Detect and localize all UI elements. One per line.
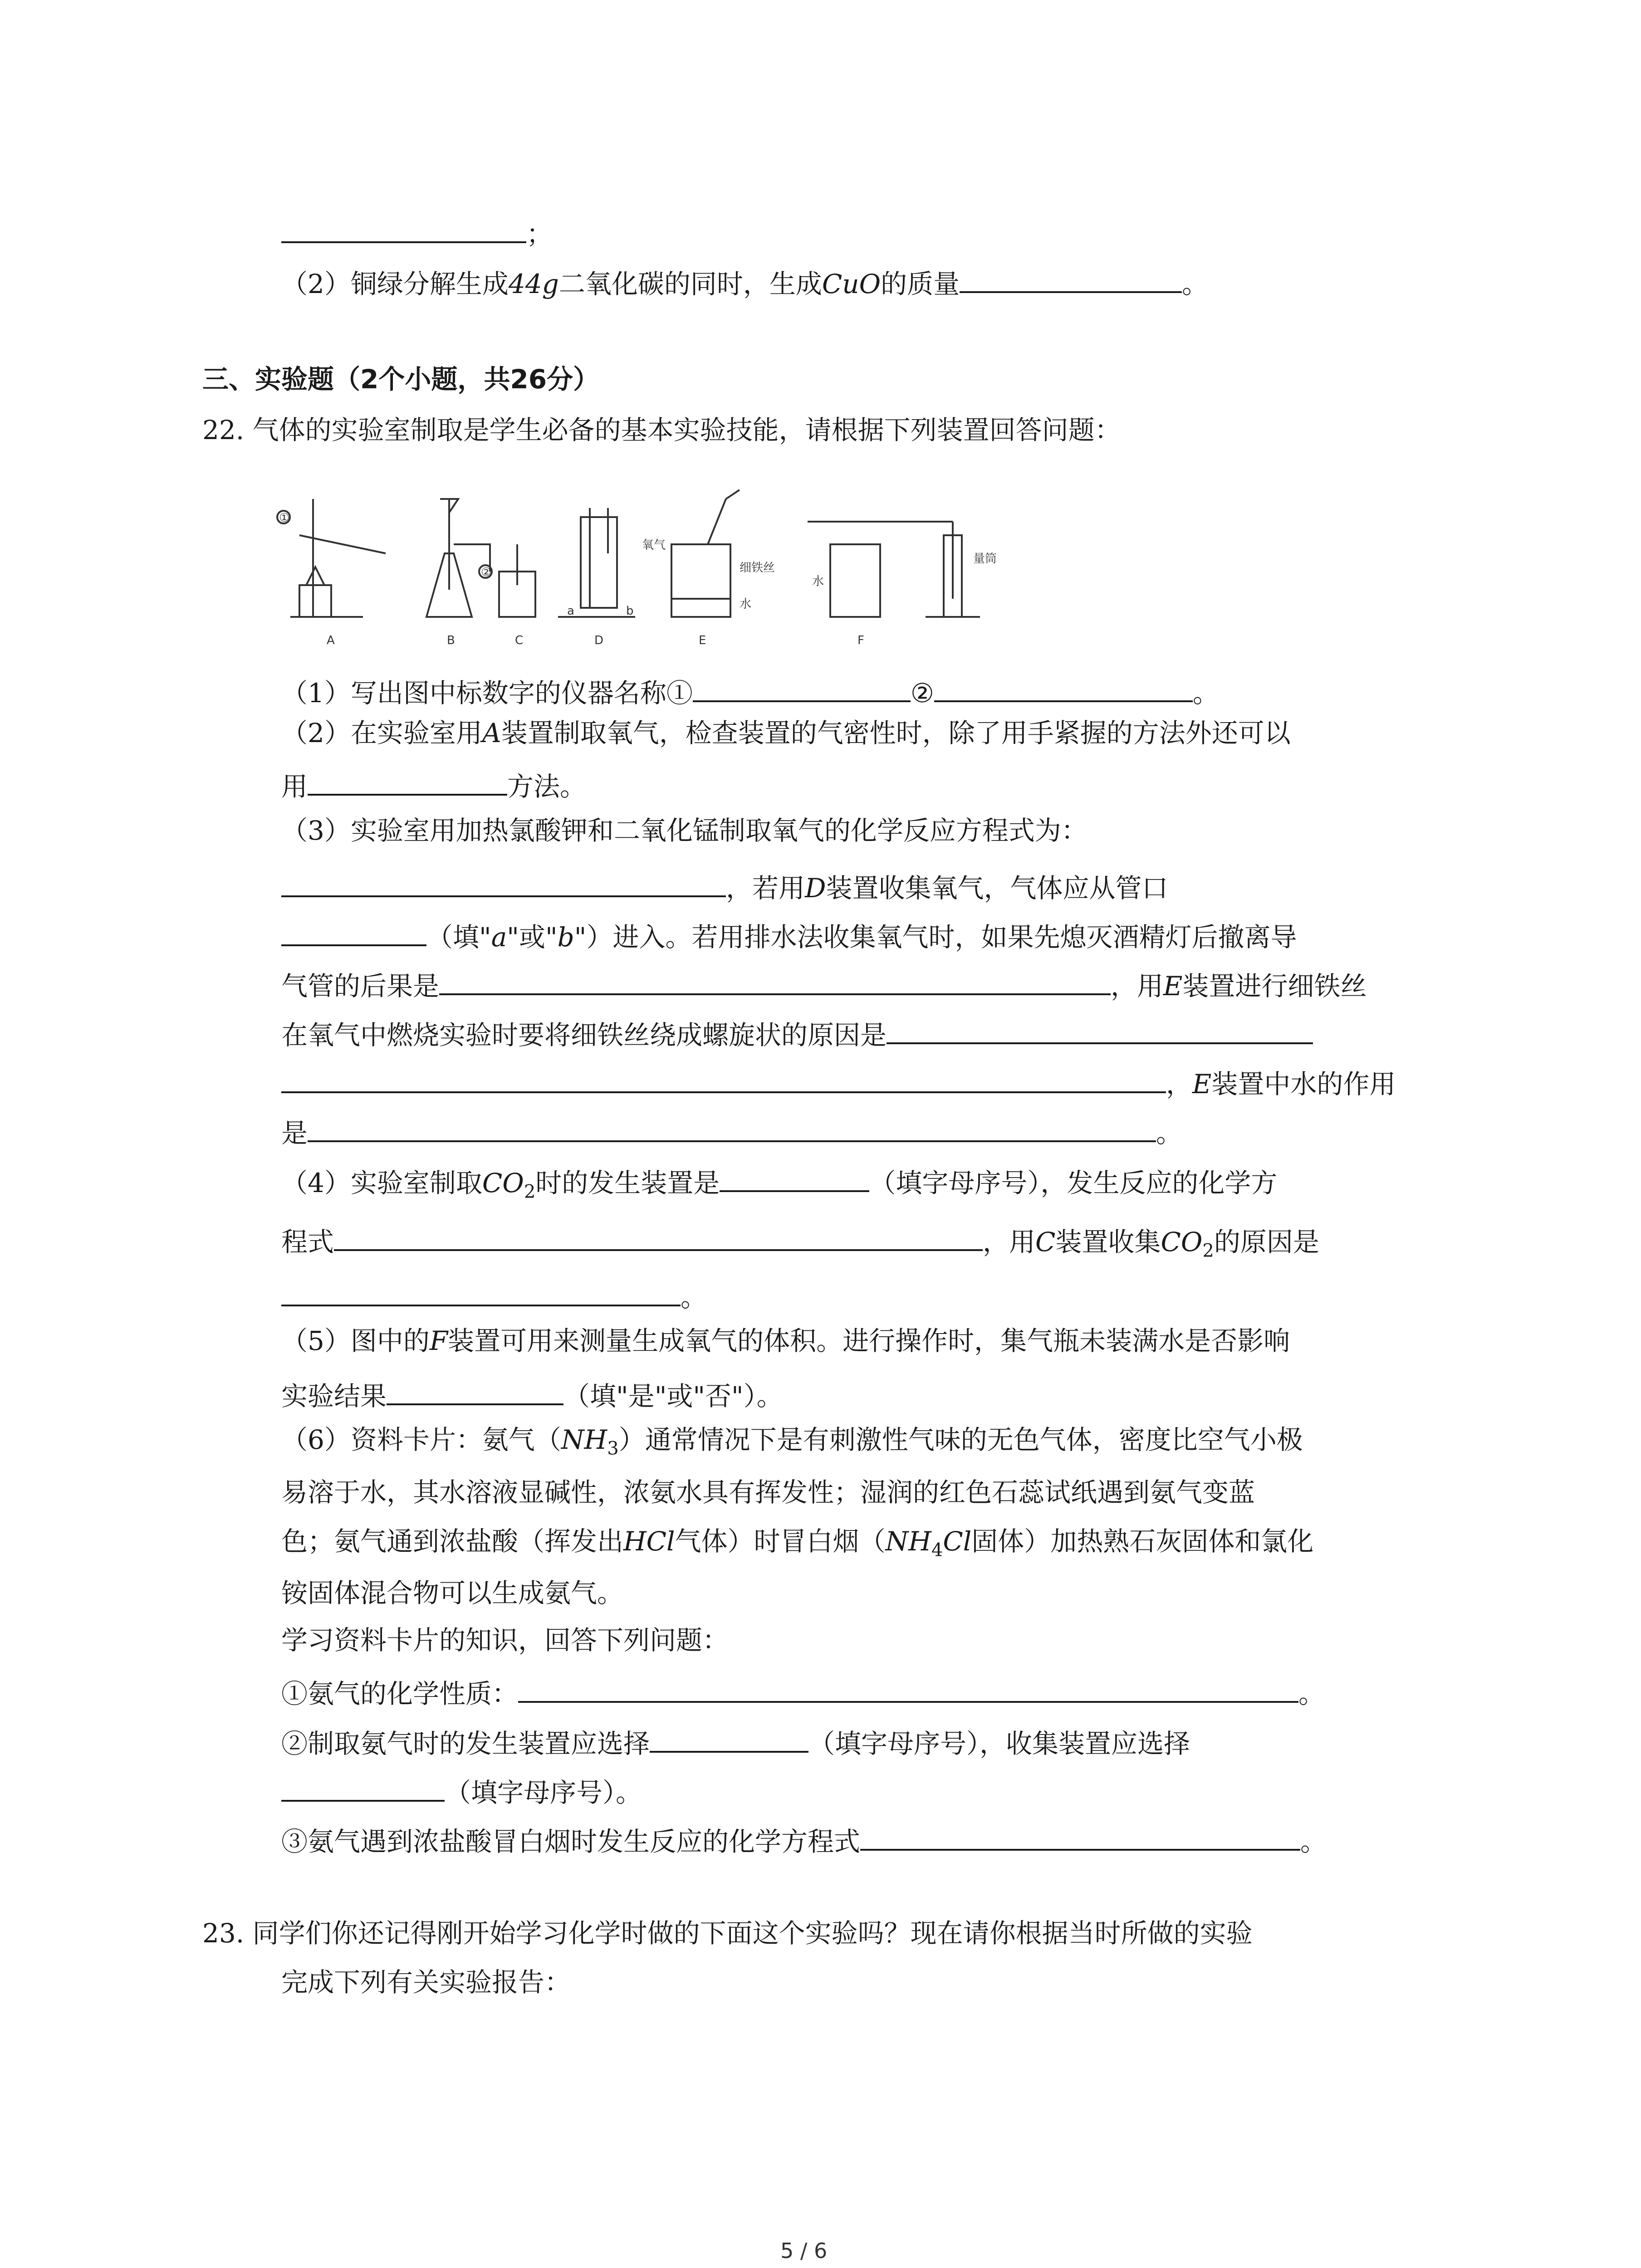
- math: F: [429, 1325, 448, 1356]
- text: （2）铜绿分解生成: [281, 269, 509, 299]
- apparatus-D: [558, 508, 635, 617]
- subscript: 2: [524, 1181, 536, 1202]
- q22-part6-q1: [281, 1672, 1325, 1710]
- text: "）进入。若用排水法收集氧气时，如果先熄灭酒精灯后撤离导: [574, 922, 1297, 953]
- e-wire-label: 细铁丝: [740, 561, 775, 575]
- answer-blank[interactable]: [387, 1374, 563, 1405]
- apparatus-C: [499, 544, 535, 617]
- q22-part3-line7: [281, 1111, 1182, 1149]
- text: ，用: [1111, 971, 1164, 1002]
- text: 。: [1192, 678, 1219, 709]
- math: Cl: [943, 1526, 972, 1557]
- text: 装置中水的作用: [1211, 1069, 1396, 1100]
- f-water-label: 水: [812, 575, 824, 588]
- text: 。: [1298, 1678, 1325, 1709]
- q22-part3-line1: （3）实验室用加热氯酸钾和二氧化锰制取氧气的化学反应方程式为：: [281, 815, 1087, 846]
- math: CuO: [822, 269, 881, 299]
- text: 气管的后果是: [281, 971, 440, 1002]
- label-E: E: [699, 634, 706, 647]
- answer-blank[interactable]: [960, 262, 1182, 293]
- q22-part6-q2: [281, 1722, 1190, 1760]
- text: 。: [681, 1282, 707, 1313]
- q21-part2: [281, 262, 1208, 300]
- text: 的原因是: [1214, 1227, 1319, 1257]
- answer-blank[interactable]: [439, 964, 1111, 995]
- q23-line2: 完成下列有关实验报告：: [281, 1967, 571, 1998]
- q22-part6-line5: 学习资料卡片的知识，回答下列问题：: [281, 1625, 729, 1656]
- apparatus-A: [277, 499, 386, 617]
- q22-part1: [281, 671, 1219, 709]
- text: ③氨气遇到浓盐酸冒白烟时发生反应的化学方程式: [281, 1826, 861, 1857]
- answer-blank[interactable]: [887, 1013, 1313, 1044]
- d-b-label: b: [626, 604, 634, 618]
- answer-blank[interactable]: [281, 1771, 445, 1802]
- text: ）通常情况下是有刺激性气味的无色气体，密度比空气小极: [618, 1424, 1303, 1455]
- answer-blank[interactable]: [281, 866, 726, 897]
- text: （6）资料卡片：氨气（: [281, 1424, 561, 1455]
- q22-part6-line2: 易溶于水，其水溶液显碱性，浓氨水具有挥发性；湿润的红色石蕊试纸遇到氨气变蓝: [281, 1477, 1255, 1508]
- text: （填字母序号），发生反应的化学方: [869, 1168, 1278, 1198]
- text: 方法。: [507, 771, 587, 802]
- text: 装置收集氧气，气体应从管口: [826, 873, 1168, 904]
- q22-part3-line3: [281, 915, 1297, 953]
- q22-part3-line2: [281, 866, 1168, 904]
- q22-part3-line6: [281, 1062, 1396, 1100]
- d-a-label: a: [567, 604, 574, 618]
- math: HCl: [623, 1526, 675, 1557]
- answer-blank[interactable]: [650, 1722, 808, 1753]
- q21-tail-line: [281, 212, 553, 250]
- answer-blank[interactable]: [281, 1062, 1166, 1093]
- e-water-label: 水: [740, 597, 752, 611]
- answer-blank[interactable]: [860, 1820, 1300, 1851]
- d-gas-label: 氧气: [642, 538, 666, 552]
- q22-part6-q3: [281, 1820, 1327, 1858]
- answer-blank[interactable]: [518, 1672, 1298, 1703]
- text: 时的发生装置是: [535, 1168, 720, 1198]
- label-C: C: [515, 634, 524, 647]
- mark-2: ②: [481, 566, 492, 579]
- section-heading: 三、实验题（2个小题，共26分）: [202, 364, 600, 395]
- text: ①氨气的化学性质：: [281, 1678, 519, 1709]
- apparatus-F: [808, 522, 980, 617]
- text: 的质量: [881, 269, 960, 299]
- f-cylinder-label: 量筒: [973, 552, 997, 566]
- subscript: 2: [1202, 1240, 1214, 1261]
- answer-blank[interactable]: [281, 212, 526, 243]
- answer-blank[interactable]: [334, 1220, 983, 1251]
- q22-part5-line1: [281, 1325, 1290, 1357]
- q22-part4-line3: [281, 1276, 707, 1314]
- math: b: [557, 922, 574, 953]
- math: CO: [482, 1168, 524, 1198]
- answer-blank[interactable]: [934, 671, 1193, 702]
- apparatus-E: [671, 490, 740, 617]
- q22-part4-line1: [281, 1161, 1277, 1208]
- text: ，: [1166, 1069, 1193, 1100]
- subscript: 4: [931, 1540, 943, 1561]
- text: 实验结果: [281, 1381, 387, 1412]
- answer-blank[interactable]: [308, 765, 507, 796]
- subscript: 3: [607, 1438, 619, 1459]
- label-A: A: [327, 634, 335, 647]
- apparatus-figure: [272, 481, 1089, 653]
- text: （填字母序号）。: [445, 1777, 642, 1808]
- text: 。: [1300, 1826, 1327, 1857]
- text: 在氧气中燃烧实验时要将细铁丝绕成螺旋状的原因是: [281, 1020, 887, 1051]
- text: 用: [281, 771, 308, 802]
- text: 。: [1156, 1118, 1183, 1149]
- text: "或": [507, 922, 558, 953]
- q23-line1: 23. 同学们你还记得刚开始学习化学时做的下面这个实验吗？现在请你根据当时所做的实验: [202, 1918, 1253, 1949]
- text: （1）写出图中标数字的仪器名称①: [281, 678, 693, 709]
- q22-part4-line2: [281, 1220, 1319, 1267]
- q22-part6-line4: 铵固体混合物可以生成氨气。: [281, 1578, 624, 1608]
- text: ，用: [983, 1227, 1036, 1257]
- text: ②: [910, 678, 934, 709]
- text: （4）实验室制取: [281, 1168, 482, 1198]
- math: a: [491, 922, 507, 953]
- q22-part2-line2: [281, 765, 586, 803]
- math: E: [1163, 971, 1183, 1002]
- text: 装置收集: [1055, 1227, 1161, 1257]
- text: ；: [526, 219, 553, 249]
- q22-part3-line4: [281, 964, 1367, 1002]
- text: 装置可用来测量生成氧气的体积。进行操作时，集气瓶未装满水是否影响: [448, 1325, 1290, 1356]
- text: ②制取氨气时的发生装置应选择: [281, 1728, 650, 1759]
- math: CO: [1161, 1227, 1203, 1257]
- answer-blank[interactable]: [281, 1276, 681, 1306]
- page-number: 5 / 6: [780, 2239, 828, 2263]
- math: E: [1192, 1069, 1212, 1100]
- text: 气体）时冒白烟（: [675, 1526, 886, 1557]
- text: （填"是"或"否"）。: [563, 1381, 783, 1412]
- q22-part3-line5: [281, 1013, 1313, 1051]
- label-D: D: [594, 634, 604, 647]
- q22-part2-line1: [281, 717, 1291, 749]
- text: 装置制取氧气，检查装置的气密性时，除了用手紧握的方法外还可以: [501, 718, 1291, 748]
- q22-part6-q2-line2: [281, 1771, 642, 1809]
- text: 二氧化碳的同时，生成: [558, 269, 822, 299]
- text: （填": [426, 922, 491, 953]
- text: 是: [281, 1118, 308, 1149]
- label-B: B: [447, 634, 455, 647]
- math: 44g: [508, 269, 559, 299]
- answer-blank[interactable]: [720, 1161, 869, 1192]
- q22-part6-line1: [281, 1423, 1303, 1465]
- math: NH: [885, 1526, 931, 1557]
- text: ，若用: [726, 873, 805, 904]
- apparatus-B: [426, 499, 492, 617]
- answer-blank[interactable]: [693, 671, 911, 702]
- q22-stem: 22. 气体的实验室制取是学生必备的基本实验技能，请根据下列装置回答问题：: [202, 415, 1121, 445]
- answer-blank[interactable]: [308, 1111, 1156, 1142]
- text: 程式: [281, 1227, 334, 1257]
- label-F: F: [857, 634, 864, 647]
- text: （填字母序号），收集装置应选择: [808, 1728, 1190, 1759]
- text: 装置进行细铁丝: [1182, 971, 1367, 1002]
- math: C: [1035, 1227, 1056, 1257]
- math: D: [805, 873, 826, 904]
- text: （5）图中的: [281, 1325, 430, 1356]
- mark-1: ①: [279, 511, 290, 525]
- text: 。: [1182, 269, 1209, 299]
- q22-part6-line3: [281, 1525, 1313, 1567]
- text: 固体）加热熟石灰固体和氯化: [971, 1526, 1314, 1557]
- text: 色；氨气通到浓盐酸（挥发出: [281, 1526, 624, 1557]
- math: NH: [561, 1424, 607, 1455]
- math: A: [482, 718, 501, 748]
- answer-blank[interactable]: [281, 915, 426, 946]
- q22-part5-line2: [281, 1374, 783, 1413]
- text: （2）在实验室用: [281, 718, 482, 748]
